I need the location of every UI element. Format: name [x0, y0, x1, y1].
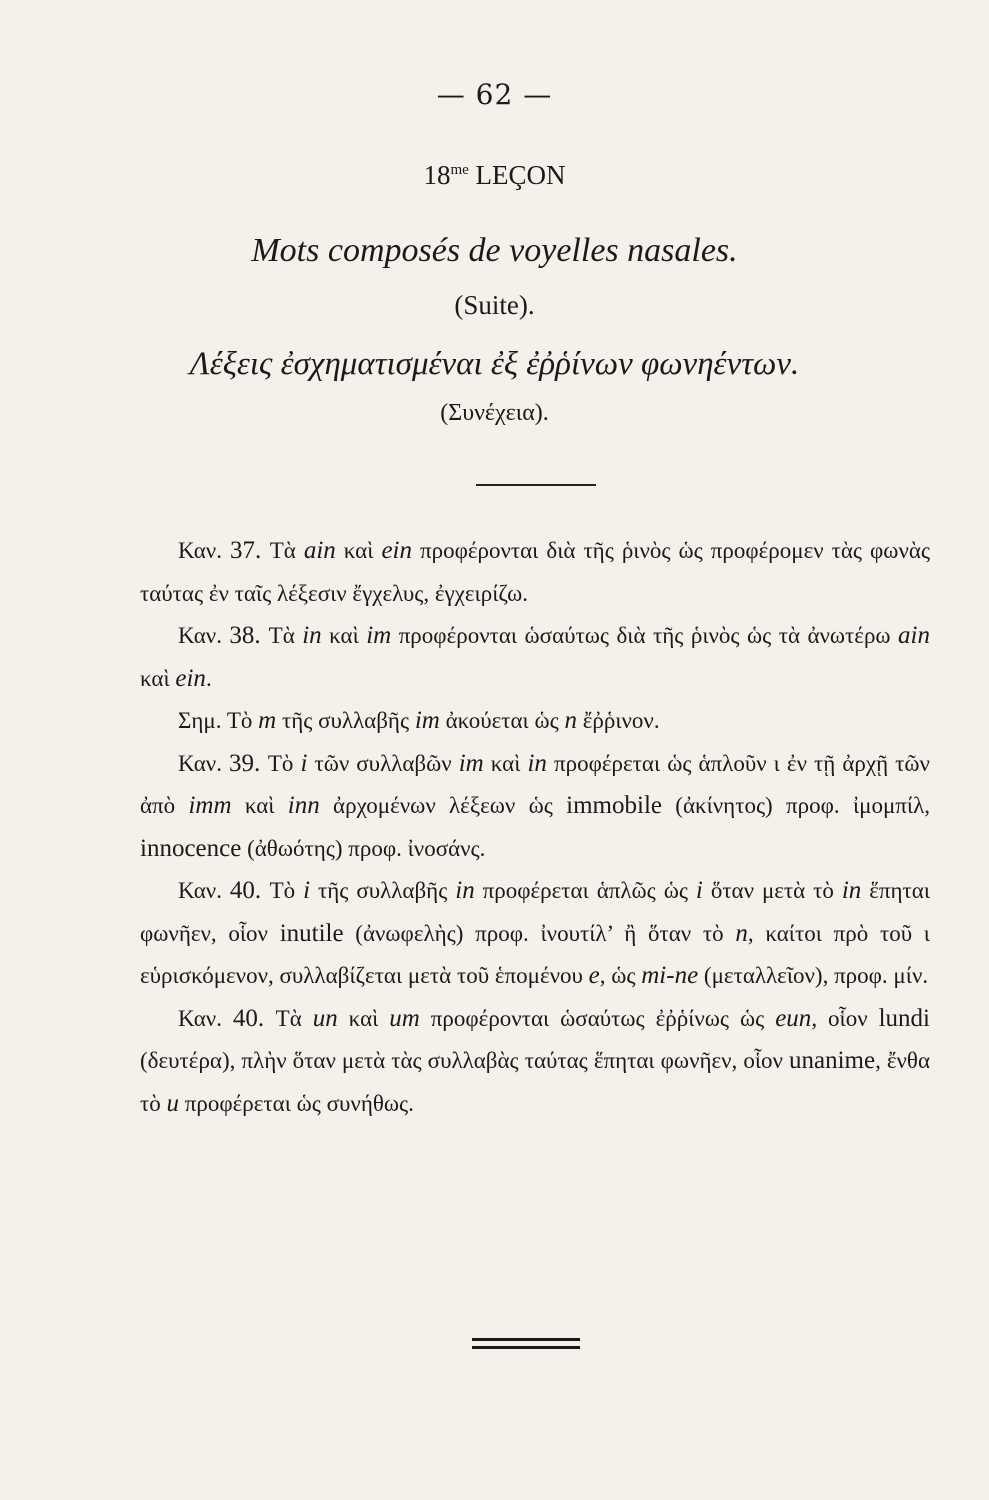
italic-term: ein — [175, 664, 206, 692]
rule-paragraph — [140, 743, 930, 871]
greek-text: Τὸ — [269, 878, 304, 903]
greek-text: (ἀνωφελὴς) προφ. ἰνουτίλ’ ἢ ὅταν τὸ — [343, 920, 736, 946]
greek-text: , καίτοι πρὸ τοῦ ι εὑρισκόμενον, συλλαβίζεται μετὰ τοῦ ἑπομένου — [140, 920, 930, 988]
greek-text: καὶ — [321, 623, 367, 648]
greek-text: προφέρονται ὡσαύτως ἐῤῥίνως ὡς — [419, 1005, 776, 1031]
suite-greek: (Συνέχεια). — [440, 400, 549, 426]
greek-text: Τὰ — [275, 1005, 313, 1031]
greek-text: ἔῤῥινον. — [576, 708, 660, 733]
italic-term: im — [414, 707, 440, 734]
greek-text: (μεταλλεῖον), προφ. μίν. — [698, 963, 929, 988]
latin-text: 40. — [229, 877, 270, 904]
greek-text: καὶ — [335, 538, 382, 563]
italic-term: e — [588, 962, 600, 989]
greek-text: καὶ — [483, 750, 528, 776]
greek-text: ἀρχομένων λέξεων ὡς — [319, 793, 567, 818]
rule-paragraph — [140, 700, 930, 743]
greek-text: ὅταν μετὰ τὸ — [702, 878, 842, 903]
suite-french: (Suite). — [454, 290, 535, 320]
greek-text: Σημ. Τὸ — [178, 708, 259, 733]
rules-body — [140, 530, 930, 1125]
italic-term: un — [312, 1004, 338, 1032]
latin-text: lundi — [878, 1004, 930, 1032]
greek-text: Καν. — [178, 750, 230, 776]
greek-text: Καν. — [178, 538, 230, 563]
latin-text: inutile — [279, 919, 344, 947]
italic-term: i — [303, 877, 311, 904]
page-number: — 62 — — [436, 78, 553, 111]
italic-term: im — [458, 749, 484, 777]
greek-text: Καν. — [178, 623, 230, 648]
greek-text: Καν. — [178, 1005, 233, 1031]
end-rule-1 — [472, 1338, 580, 1341]
title-french: Mots composés de voyelles nasales. — [251, 232, 738, 269]
italic-term: in — [302, 622, 322, 649]
greek-text: καὶ — [231, 793, 288, 818]
italic-term: in — [527, 749, 547, 777]
greek-text: , οἷον — [811, 1005, 879, 1031]
greek-text: καὶ — [337, 1005, 390, 1031]
rule-paragraph — [140, 530, 930, 615]
italic-term: ein — [381, 537, 412, 564]
latin-text: immobile — [566, 792, 662, 819]
greek-text: προφέρονται ὡσαύτως διὰ τῆς ῥινὸς ὡς τὰ ἀνωτέρω — [391, 623, 899, 648]
end-rule-2 — [472, 1346, 580, 1349]
italic-term: n — [564, 707, 577, 734]
greek-text: Καν. — [178, 878, 230, 903]
italic-term: ain — [303, 537, 336, 564]
greek-text: , ὡς — [599, 963, 642, 988]
italic-term: inn — [287, 792, 320, 819]
greek-text: καὶ — [140, 665, 176, 691]
lesson-ordinal-suffix: me — [450, 162, 469, 178]
greek-text: τῶν συλλαβῶν — [307, 750, 459, 776]
italic-term: i — [300, 749, 308, 777]
italic-term: u — [166, 1089, 179, 1117]
italic-term: eun — [775, 1004, 812, 1032]
lesson-label: LEÇON — [475, 160, 566, 190]
latin-text: 39. — [229, 749, 268, 777]
greek-text: προφέρονται διὰ τῆς ῥινὸς ὡς προφέρομεν τὰς φωνὰς ταύτας ἐν ταῖς λέξεσιν ἔγχελυς, ἐγχειρίζω. — [140, 538, 931, 606]
lesson-ordinal: 18 — [423, 160, 451, 190]
italic-term: n — [735, 919, 748, 947]
latin-text: 40. — [232, 1004, 276, 1032]
italic-term: i — [695, 877, 703, 904]
latin-text: unanime — [788, 1047, 876, 1074]
italic-term: ain — [898, 622, 930, 649]
rule-paragraph — [140, 615, 930, 700]
greek-text: Τὰ — [269, 538, 304, 563]
italic-term: in — [455, 877, 475, 904]
greek-text: προφέρεται ἁπλῶς ὡς — [474, 878, 696, 903]
greek-text: . — [205, 665, 212, 691]
rule-paragraph — [140, 870, 930, 998]
greek-text: προφέρεται ὡς ἁπλοῦν ι ἐν τῇ ἀρχῇ τῶν ἀπὸ — [140, 750, 930, 818]
greek-text: , ἔνθα τὸ — [140, 1048, 930, 1116]
rule-paragraph — [140, 998, 930, 1126]
latin-text: innocence — [140, 834, 242, 862]
section-divider — [476, 484, 596, 486]
greek-text: ἀκούεται ὡς — [439, 708, 565, 733]
italic-term: um — [389, 1004, 420, 1032]
greek-text: (ἀθωότης) προφ. ἰνοσάνς. — [241, 835, 486, 861]
greek-text: Τὰ — [268, 623, 303, 648]
latin-text: 38. — [229, 622, 269, 649]
greek-text: ἕπηται φωνῆεν, οἷον — [140, 878, 931, 946]
greek-text: (δευτέρα), πλὴν ὅταν μετὰ τὰς συλλαβὰς ταύτας ἕπηται φωνῆεν, οἷον — [140, 1048, 789, 1073]
italic-term: mi-ne — [641, 962, 699, 989]
greek-text: τῆς συλλαβῆς — [276, 708, 415, 733]
latin-text: 37. — [229, 537, 270, 564]
greek-text: Τὸ — [267, 750, 301, 776]
italic-term: im — [366, 622, 392, 649]
lesson-heading — [0, 160, 989, 191]
italic-term: m — [258, 707, 277, 734]
italic-term: in — [841, 877, 862, 904]
title-greek: Λέξεις ἐσχηματισμέναι ἐξ ἐῤῥίνων φωνηέντων. — [189, 346, 800, 382]
greek-text: (ἀκίνητος) προφ. ἰμομπίλ, — [661, 793, 930, 818]
italic-term: imm — [188, 792, 232, 819]
greek-text: τῆς συλλαβῆς — [310, 878, 456, 903]
greek-text: προφέρεται ὡς συνήθως. — [179, 1090, 414, 1116]
